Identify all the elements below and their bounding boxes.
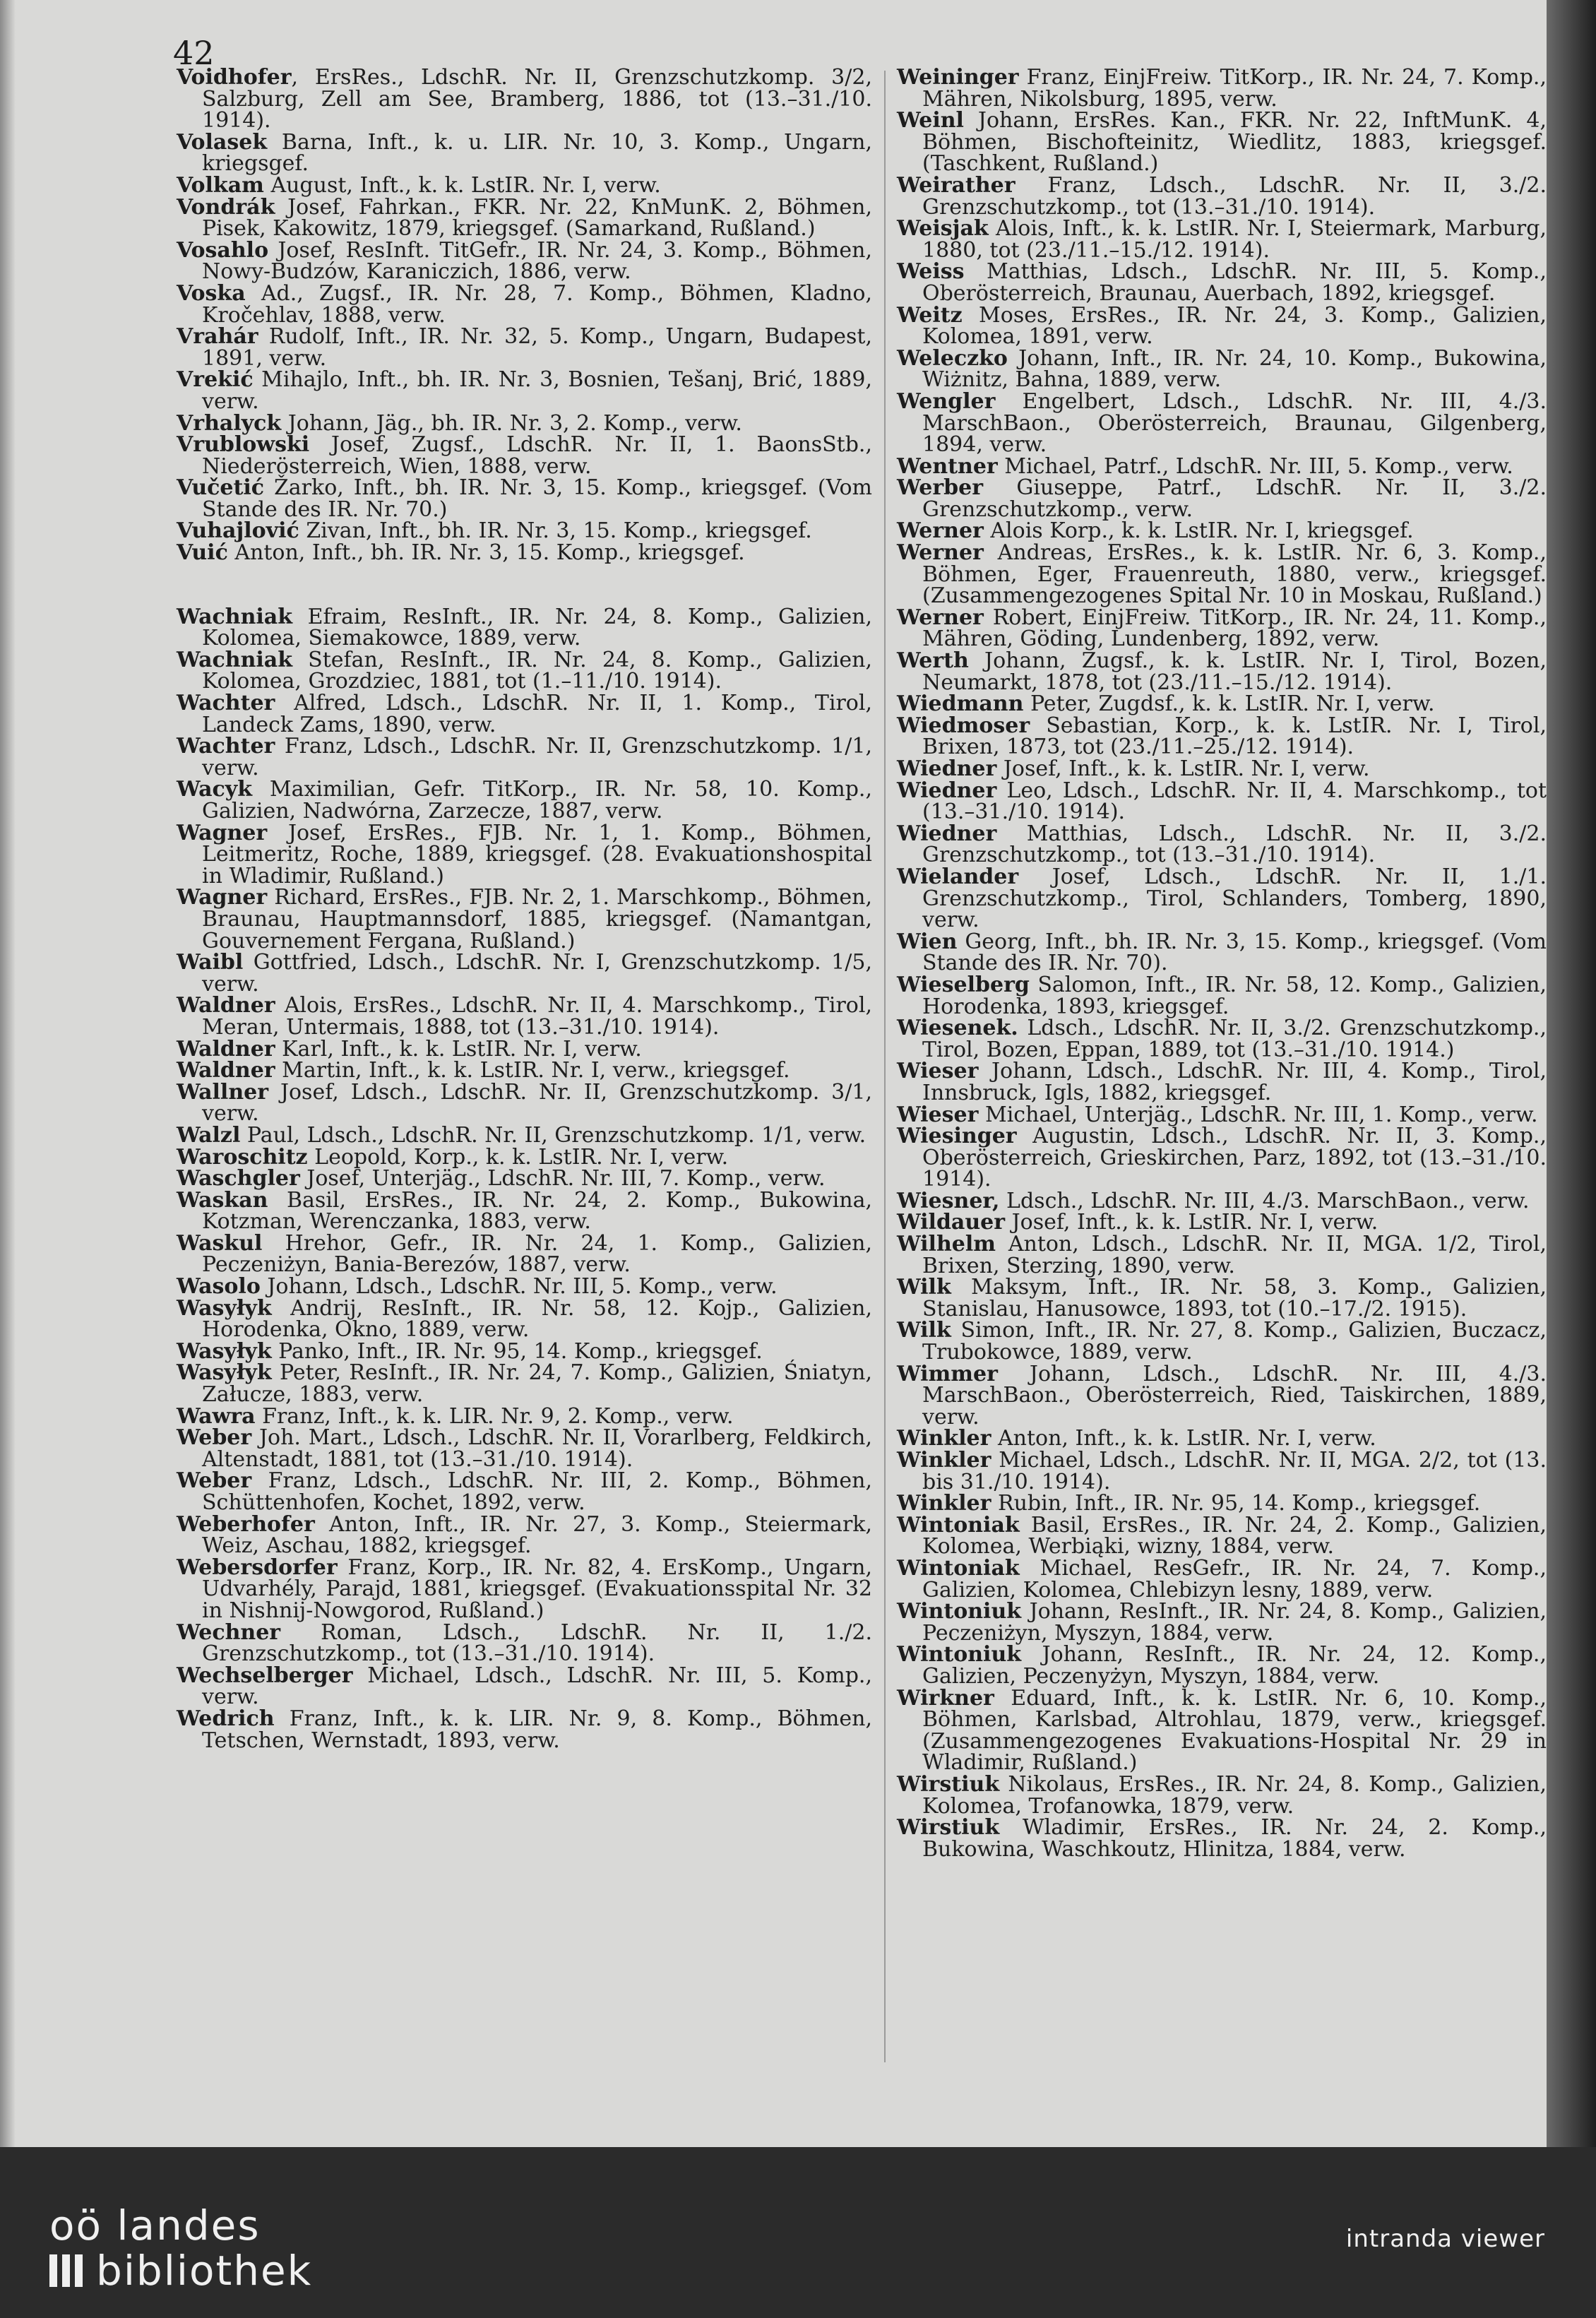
register-entry [897, 1212, 1547, 1234]
entry-details: August, Inft., k. k. LstIR. Nr. I, verw. [263, 172, 661, 198]
entry-details: Josef, ResInft. TitGefr., IR. Nr. 24, 3. Komp., Böhmen, Nowy-Budzów, Karaniczich, 1886, verw. [202, 237, 872, 285]
entry-surname: Wechselberger [177, 1663, 353, 1688]
register-entry [177, 1708, 872, 1752]
entry-details: Anton, Ldsch., LdschR. Nr. II, MGA. 1/2, Tirol, Brixen, Sterzing, 1890, verw. [922, 1232, 1547, 1278]
entry-details: Mihajlo, Inft., bh. IR. Nr. 3, Bosnien, Tešanj, Brić, 1889, verw. [202, 367, 872, 414]
register-entry [897, 864, 1547, 933]
register-entry [177, 1338, 872, 1364]
entry-surname: Winkler [897, 1491, 991, 1516]
entry-surname: Waskan [177, 1187, 268, 1213]
register-entry [177, 1511, 872, 1559]
register-entry [897, 715, 1547, 759]
register-entry [177, 129, 872, 177]
entry-surname: Waskul [177, 1230, 263, 1256]
register-entry [177, 280, 872, 328]
entry-surname: Wien [897, 929, 958, 954]
register-entry [177, 194, 872, 242]
register-entry [897, 388, 1547, 458]
entry-surname: Vrahár [177, 324, 258, 350]
entry-surname: Wirstiuk [897, 1815, 1000, 1841]
register-entry [897, 345, 1547, 393]
entry-surname: Wechner [177, 1619, 281, 1645]
page-number: 42 [173, 34, 215, 72]
entry-surname: Wintoniak [897, 1555, 1020, 1581]
register-entry [897, 1450, 1547, 1493]
entry-details: Martin, Inft., k. k. LstIR. Nr. I, verw., kriegsgef. [275, 1058, 790, 1083]
entry-surname: Weirather [897, 172, 1016, 198]
entry-details: Franz, Ldsch., LdschR. Nr. III, 2. Komp., Böhmen, Schüttenhofen, Kochet, 1892, verw. [202, 1468, 872, 1515]
viewer-footer [0, 2147, 1596, 2318]
entry-surname: Voidhofer [177, 65, 292, 90]
entry-details: Michael, Patrf., LdschR. Nr. III, 5. Komp., verw. [997, 453, 1513, 479]
entry-surname: Winkler [897, 1448, 991, 1473]
register-entry [897, 780, 1547, 824]
entry-surname: Vrhalyck [177, 410, 282, 436]
entry-surname: Wilk [897, 1275, 951, 1300]
register-entry [177, 887, 872, 952]
register-entry [177, 434, 872, 477]
entry-details: Matthias, Ldsch., LdschR. Nr. III, 5. Komp., Oberösterreich, Braunau, Auerbach, 1892, kriegsgef. [922, 259, 1547, 306]
entry-details: Josef, Inft., k. k. LstIR. Nr. I, verw. [1005, 1210, 1378, 1235]
entry-details: Johann, Ldsch., LdschR. Nr. III, 5. Komp., verw. [260, 1274, 778, 1300]
entry-details: Basil, ErsRes., IR. Nr. 24, 2. Komp., Galizien, Kolomea, Werbiąki, wizny, 1884, verw. [922, 1512, 1547, 1559]
register-entry [177, 1230, 872, 1278]
register-entry [897, 1102, 1547, 1127]
register-entry [177, 1427, 872, 1470]
entry-details: Josef, Fahrkan., FKR. Nr. 22, KnMunK. 2, Böhmen, Pisek, Kakowitz, 1879, kriegsgef. (Samarkand, Rußland.) [202, 194, 872, 242]
register-entry [897, 821, 1547, 868]
register-entry [897, 110, 1547, 175]
entry-details: Johann, ResInft., IR. Nr. 24, 8. Komp., Galizien, Peczeniżyn, Myszyn, 1884, verw. [922, 1599, 1547, 1646]
entry-surname: Werner [897, 518, 984, 544]
entry-surname: Wawra [177, 1403, 256, 1429]
entry-surname: Weisjak [897, 216, 989, 242]
entry-surname: Weberhofer [177, 1511, 315, 1537]
register-entry [177, 477, 872, 521]
entry-details: Franz, Ldsch., LdschR. Nr. II, Grenzschutzkomp. 1/1, verw. [202, 734, 872, 780]
entry-details: Moses, ErsRes., IR. Nr. 24, 3. Komp., Galizien, Kolomea, 1891, verw. [922, 302, 1547, 350]
entry-details: Maksym, Inft., IR. Nr. 58, 3. Komp., Galizien, Stanislau, Hanusowce, 1893, tot (10.–17./2. 1915). [922, 1275, 1547, 1321]
register-entry [897, 1428, 1547, 1450]
entry-details: , ErsRes., LdschR. Nr. II, Grenzschutzkomp. 3/2, Salzburg, Zell am See, Bramberg, 1886, tot (13.–31./10. 1914). [202, 65, 872, 133]
entry-surname: Werner [897, 540, 984, 566]
register-entry [897, 1555, 1547, 1603]
register-entry [897, 929, 1547, 976]
register-entry [897, 1644, 1547, 1687]
entry-surname: Vosahlo [177, 237, 269, 263]
entry-details: Richard, ErsRes., FJB. Nr. 2, 1. Marschkomp., Böhmen, Braunau, Hauptmannsdorf, 1885, kriegsgef. (Namantgan, Gouvernement Fergana, Rußland.) [202, 885, 872, 953]
entry-surname: Waldner [177, 993, 275, 1018]
register-entry [177, 995, 872, 1038]
register-entry [897, 1277, 1547, 1320]
entry-details: Michael, Unterjäg., LdschR. Nr. III, 1. Komp., verw. [978, 1102, 1538, 1127]
entry-surname: Wieser [897, 1102, 979, 1127]
entry-details: Robert, EinjFreiw. TitKorp., IR. Nr. 24, 11. Komp., Mähren, Göding, Lundenberg, 1892, verw. [922, 605, 1547, 652]
entry-details: Paul, Ldsch., LdschR. Nr. II, Grenzschutzkomp. 1/1, verw. [240, 1122, 867, 1148]
entry-surname: Weber [177, 1425, 252, 1451]
entry-details: Alfred, Ldsch., LdschR. Nr. II, 1. Komp., Tirol, Landeck Zams, 1890, verw. [202, 691, 872, 737]
entry-group-w [177, 604, 872, 1753]
entry-surname: Wiesner, [897, 1188, 1000, 1213]
register-entry [897, 477, 1547, 521]
logo-bars-icon [49, 2254, 89, 2287]
register-entry [177, 693, 872, 736]
register-entry [177, 1403, 872, 1429]
entry-details: Barna, Inft., k. u. LIR. Nr. 10, 3. Komp., Ungarn, kriegsgef. [202, 129, 872, 177]
register-entry [177, 779, 872, 822]
entry-details: Peter, Zugdsf., k. k. LstIR. Nr. I, verw. [1023, 691, 1435, 717]
entry-details: Ad., Zugsf., IR. Nr. 28, 7. Komp., Böhmen, Kladno, Kročehlav, 1888, verw. [202, 280, 872, 328]
entry-details: Peter, ResInft., IR. Nr. 24, 7. Komp., Galizien, Śniatyn, Załucze, 1883, verw. [202, 1360, 872, 1408]
register-entry [897, 1601, 1547, 1644]
register-entry [177, 172, 872, 198]
register-entry [177, 1665, 872, 1708]
entry-surname: Wirkner [897, 1685, 994, 1711]
entry-surname: Vrublowski [177, 432, 310, 458]
register-entry [177, 1557, 872, 1622]
logo-text-line1: oö landes [49, 2201, 261, 2249]
register-entry [177, 1122, 872, 1148]
entry-surname: Vuić [177, 540, 228, 566]
entry-details: Johann, ErsRes. Kan., FKR. Nr. 22, InftMunK. 4, Böhmen, Bischofteinitz, Wiedlitz, 1883, kriegsgef. (Taschkent, Rußland.) [922, 108, 1547, 177]
entry-surname: Wedrich [177, 1706, 275, 1731]
entry-details: Sebastian, Korp., k. k. LstIR. Nr. I, Tirol, Brixen, 1873, tot (23./11.–25./12. 1914). [922, 713, 1547, 760]
logo-row [49, 2247, 312, 2294]
entry-surname: Werner [897, 605, 984, 630]
entry-surname: Volasek [177, 129, 268, 155]
entry-details: Franz, EinjFreiw. TitKorp., IR. Nr. 24, 7. Komp., Mähren, Nikolsburg, 1895, verw. [922, 65, 1547, 112]
entry-surname: Vrekić [177, 367, 254, 393]
entry-surname: Wagner [177, 820, 268, 845]
register-entry [177, 410, 872, 436]
entry-details: Engelbert, Ldsch., LdschR. Nr. III, 4./3. MarschBaon., Oberösterreich, Braunau, Gilgenberg, 1894, verw. [922, 388, 1547, 458]
entry-details: Johann, Ldsch., LdschR. Nr. III, 4./3. MarschBaon., Oberösterreich, Ried, Taiskirchen, 1889, verw. [922, 1361, 1547, 1430]
entry-group-v [177, 67, 872, 564]
left-text-column [177, 67, 872, 1752]
entry-details: Franz, Korp., IR. Nr. 82, 4. ErsKomp., Ungarn, Udvarhély, Parajd, 1881, kriegsgef. (Evakuationsspital Nr. 32 in Nishnij-Nowgorod, Rußland.) [202, 1555, 872, 1623]
register-entry [897, 1361, 1547, 1430]
entry-surname: Wiesinger [897, 1124, 1017, 1149]
register-entry [177, 1060, 872, 1082]
entry-details: Basil, ErsRes., IR. Nr. 24, 2. Komp., Bukowina, Kotzman, Werenczanka, 1883, verw. [202, 1187, 872, 1235]
entry-surname: Wachniak [177, 604, 293, 629]
register-entry [897, 1061, 1547, 1104]
register-entry [177, 542, 872, 564]
entry-surname: Wintoniuk [897, 1642, 1022, 1668]
register-entry [897, 218, 1547, 261]
entry-surname: Waschgler [177, 1166, 300, 1191]
entry-details: Zivan, Inft., bh. IR. Nr. 3, 15. Komp., kriegsgef. [299, 518, 812, 544]
entry-surname: Waibl [177, 950, 244, 975]
entry-surname: Wasyłyk [177, 1360, 272, 1386]
logo-text-line2: bibliothek [96, 2247, 313, 2295]
register-entry [177, 1619, 872, 1667]
register-entry [897, 67, 1547, 110]
entry-surname: Weininger [897, 65, 1019, 90]
entry-details: Rubin, Inft., IR. Nr. 95, 14. Komp., kriegsgef. [991, 1491, 1481, 1516]
register-entry [897, 1320, 1547, 1363]
entry-surname: Weber [177, 1468, 252, 1494]
library-logo[interactable] [49, 2201, 313, 2295]
entry-surname: Wilk [897, 1318, 951, 1343]
register-entry [177, 647, 872, 694]
entry-details: Stefan, ResInft., IR. Nr. 24, 8. Komp., Galizien, Kolomea, Grozdziec, 1881, tot (1.–11./10. 1914). [202, 647, 872, 694]
entry-details: Johann, Inft., IR. Nr. 24, 10. Komp., Bukowina, Wiżnitz, Bahna, 1889, verw. [922, 345, 1547, 393]
register-entry [897, 1512, 1547, 1559]
register-entry [897, 542, 1547, 607]
register-entry [177, 1036, 872, 1062]
register-entry [177, 1360, 872, 1408]
entry-surname: Wiedmann [897, 691, 1024, 717]
entry-details: Maximilian, Gefr. TitKorp., IR. Nr. 58, 10. Komp., Galizien, Nadwórna, Zarzecze, 1887, verw. [202, 777, 872, 824]
entry-details: Joh. Mart., Ldsch., LdschR. Nr. II, Vorarlberg, Feldkirch, Altenstadt, 1881, tot (13.–31./10. 1914). [202, 1425, 872, 1472]
entry-details: Eduard, Inft., k. k. LstIR. Nr. 6, 10. Komp., Böhmen, Karlsbad, Altrohlau, 1879, verw., kriegsgef. (Zusammengezogenes Evakuations-Hospital Nr. 29 in Wladimir, Rußland.) [922, 1685, 1547, 1776]
register-entry [897, 691, 1547, 717]
entry-surname: Weleczko [897, 345, 1008, 371]
entry-details: Josef, Inft., k. k. LstIR. Nr. I, verw. [996, 756, 1370, 781]
entry-surname: Wielander [897, 864, 1019, 889]
register-entry [897, 1126, 1547, 1191]
register-entry [897, 1817, 1547, 1860]
right-text-column [897, 67, 1547, 1860]
register-entry [177, 1187, 872, 1235]
entry-details: Ldsch., LdschR. Nr. II, 3./2. Grenzschutzkomp., Tirol, Bozen, Eppan, 1889, tot (13.–31./10. 1914.) [922, 1016, 1547, 1062]
entry-details: Anton, Inft., IR. Nr. 27, 3. Komp., Steiermark, Weiz, Aschau, 1882, kriegsgef. [202, 1511, 872, 1559]
entry-surname: Wagner [177, 885, 268, 910]
register-entry [177, 237, 872, 285]
entry-details: Josef, Ldsch., LdschR. Nr. II, 1./1. Grenzschutzkomp., Tirol, Schlanders, Tomberg, 1890, verw. [922, 864, 1547, 933]
entry-details: Michael, Ldsch., LdschR. Nr. II, MGA. 2/2, tot (13. bis 31./10. 1914). [922, 1448, 1547, 1494]
register-entry [177, 1276, 872, 1298]
entry-details: Johann, ResInft., IR. Nr. 24, 12. Komp., Galizien, Peczenyżyn, Myszyn, 1884, verw. [922, 1642, 1547, 1689]
entry-surname: Wildauer [897, 1210, 1006, 1235]
entry-surname: Wintoniak [897, 1512, 1020, 1538]
entry-surname: Wiedner [897, 756, 997, 781]
register-entry [897, 1188, 1547, 1213]
register-entry [177, 1168, 872, 1190]
entry-details: Alois, ErsRes., LdschR. Nr. II, 4. Marschkomp., Tirol, Meran, Untermais, 1888, tot (13.–31./10. 1914). [202, 993, 872, 1040]
entry-details: Roman, Ldsch., LdschR. Nr. II, 1./2. Grenzschutzkomp., tot (13.–31./10. 1914). [202, 1619, 872, 1667]
entry-surname: Wengler [897, 388, 996, 414]
register-entry [177, 67, 872, 132]
entry-details: Nikolaus, ErsRes., IR. Nr. 24, 8. Komp., Galizien, Kolomea, Trofanowka, 1879, verw. [922, 1771, 1547, 1819]
entry-surname: Wirstiuk [897, 1771, 1000, 1797]
entry-surname: Wachter [177, 734, 275, 759]
entry-details: Franz, Ldsch., LdschR. Nr. II, 3./2. Grenzschutzkomp., tot (13.–31./10. 1914). [922, 172, 1547, 220]
register-entry [177, 326, 872, 369]
entry-details: Andrij, ResInft., IR. Nr. 58, 12. Kojp., Galizien, Horodenka, Okno, 1889, verw. [202, 1295, 872, 1343]
entry-surname: Wimmer [897, 1361, 998, 1386]
register-entry [897, 1018, 1547, 1061]
entry-surname: Webersdorfer [177, 1555, 338, 1580]
register-entry [897, 1234, 1547, 1277]
entry-details: Simon, Inft., IR. Nr. 27, 8. Komp., Galizien, Buczacz, Trubokowce, 1889, verw. [922, 1318, 1547, 1365]
entry-details: Panko, Inft., IR. Nr. 95, 14. Komp., kriegsgef. [271, 1338, 763, 1364]
register-entry [177, 1295, 872, 1343]
entry-surname: Wiesenek. [897, 1016, 1018, 1041]
entry-details: Leo, Ldsch., LdschR. Nr. II, 4. Marschkomp., tot (13.–31./10. 1914). [922, 778, 1547, 825]
entry-details: Leopold, Korp., k. k. LstIR. Nr. I, verw. [307, 1144, 729, 1170]
entry-surname: Wachniak [177, 647, 293, 672]
entry-surname: Waldner [177, 1058, 275, 1083]
entry-details: Georg, Inft., bh. IR. Nr. 3, 15. Komp., kriegsgef. (Vom Stande des IR. Nr. 70). [922, 929, 1547, 976]
entry-details: Karl, Inft., k. k. LstIR. Nr. I, verw. [275, 1036, 642, 1062]
entry-surname: Werth [897, 648, 969, 674]
entry-details: Ldsch., LdschR. Nr. III, 4./3. MarschBaon., verw. [999, 1188, 1530, 1213]
register-entry [177, 1144, 872, 1170]
entry-surname: Vučetić [177, 475, 265, 501]
entry-details: Augustin, Ldsch., LdschR. Nr. II, 3. Komp., Oberösterreich, Grieskirchen, Parz, 1892, tot (13.–31./10. 1914). [922, 1124, 1547, 1192]
register-entry [897, 1685, 1547, 1776]
register-entry [897, 1493, 1547, 1515]
register-entry [177, 1470, 872, 1514]
viewer-brand-label[interactable]: intranda viewer [1345, 2225, 1545, 2253]
entry-details: Josef, ErsRes., FJB. Nr. 1, 1. Komp., Böhmen, Leitmeritz, Roche, 1889, kriegsgef. (28. Evakuationshospital in Wladimir, Rußland.) [202, 820, 872, 888]
entry-surname: Weitz [897, 302, 963, 328]
entry-surname: Weinl [897, 108, 964, 133]
register-entry [897, 453, 1547, 479]
register-entry [897, 756, 1547, 781]
register-entry [177, 369, 872, 412]
entry-details: Anton, Inft., bh. IR. Nr. 3, 15. Komp., kriegsgef. [227, 540, 745, 566]
entry-surname: Wasyłyk [177, 1338, 272, 1364]
page-edge [1547, 0, 1596, 2147]
entry-surname: Wasyłyk [177, 1295, 272, 1321]
page-gutter-shadow [0, 0, 16, 2147]
entry-surname: Werber [897, 475, 984, 501]
entry-surname: Walzl [177, 1122, 241, 1148]
register-entry [897, 650, 1547, 694]
entry-surname: Wacyk [177, 777, 253, 802]
entry-surname: Voska [177, 280, 246, 306]
entry-details: Alois Korp., k. k. LstIR. Nr. I, kriegsgef. [983, 518, 1414, 544]
entry-details: Johann, Ldsch., LdschR. Nr. III, 4. Komp., Tirol, Innsbruck, Igls, 1882, kriegsgef. [922, 1059, 1547, 1105]
entry-surname: Vondrák [177, 194, 275, 220]
entry-details: Matthias, Ldsch., LdschR. Nr. II, 3./2. Grenzschutzkomp., tot (13.–31./10. 1914). [922, 821, 1547, 868]
entry-details: Žarko, Inft., bh. IR. Nr. 3, 15. Komp., kriegsgef. (Vom Stande des IR. Nr. 70.) [202, 475, 872, 522]
entry-surname: Wasolo [177, 1274, 261, 1300]
entry-surname: Wilhelm [897, 1232, 996, 1257]
entry-surname: Winkler [897, 1426, 991, 1451]
entry-details: Michael, ResGefr., IR. Nr. 24, 7. Komp., Galizien, Kolomea, Chlebizyn lesny, 1889, verw. [922, 1555, 1547, 1603]
register-entry [177, 518, 872, 544]
group-spacer [177, 564, 872, 607]
entry-details: Franz, Inft., k. k. LIR. Nr. 9, 8. Komp., Böhmen, Tetschen, Wernstadt, 1893, verw. [202, 1706, 872, 1753]
entry-details: Josef, Unterjäg., LdschR. Nr. III, 7. Komp., verw. [299, 1166, 826, 1191]
register-entry [177, 820, 872, 888]
entry-details: Hrehor, Gefr., IR. Nr. 24, 1. Komp., Galizien, Peczeniżyn, Bania-Berezów, 1887, verw. [202, 1230, 872, 1278]
register-entry [897, 172, 1547, 220]
register-entry [897, 972, 1547, 1019]
register-entry [177, 736, 872, 779]
entry-details: Andreas, ErsRes., k. k. LstIR. Nr. 6, 3. Komp., Böhmen, Eger, Frauenreuth, 1880, verw., kriegsgef. (Zusammengezogenes Spital Nr. 10 in Moskau, Rußland.) [922, 540, 1547, 609]
register-entry [897, 261, 1547, 304]
entry-details: Johann, Jäg., bh. IR. Nr. 3, 2. Komp., verw. [281, 410, 742, 436]
register-entry [897, 1771, 1547, 1819]
register-entry [897, 518, 1547, 544]
register-entry [177, 604, 872, 651]
entry-details: Josef, Ldsch., LdschR. Nr. II, Grenzschutzkomp. 3/1, verw. [202, 1079, 872, 1127]
entry-details: Wladimir, ErsRes., IR. Nr. 24, 2. Komp., Bukowina, Waschkoutz, Hlinitza, 1884, verw. [922, 1815, 1547, 1862]
entry-surname: Volkam [177, 172, 264, 198]
entry-details: Efraim, ResInft., IR. Nr. 24, 8. Komp., Galizien, Kolomea, Siemakowce, 1889, verw. [202, 604, 872, 651]
entry-surname: Wintoniuk [897, 1599, 1022, 1624]
entry-details: Anton, Inft., k. k. LstIR. Nr. I, verw. [991, 1426, 1376, 1451]
entry-surname: Waroschitz [177, 1144, 308, 1170]
entry-surname: Vuhajlović [177, 518, 299, 544]
entry-details: Giuseppe, Patrf., LdschR. Nr. II, 3./2. Grenzschutzkomp., verw. [922, 475, 1547, 522]
entry-surname: Wentner [897, 453, 998, 479]
entry-surname: Wiedner [897, 821, 997, 846]
entry-surname: Wiedner [897, 778, 997, 803]
entry-details: Michael, Ldsch., LdschR. Nr. III, 5. Komp., verw. [202, 1663, 872, 1710]
entry-surname: Weiss [897, 259, 965, 285]
entry-details: Gottfried, Ldsch., LdschR. Nr. I, Grenzschutzkomp. 1/5, verw. [202, 950, 872, 997]
column-divider [884, 71, 886, 2062]
register-entry [177, 1079, 872, 1127]
entry-details: Salomon, Inft., IR. Nr. 58, 12. Komp., Galizien, Horodenka, 1893, kriegsgef. [922, 972, 1547, 1019]
entry-details: Alois, Inft., k. k. LstIR. Nr. I, Steiermark, Marburg, 1880, tot (23./11.–15./12. 1914). [922, 216, 1547, 263]
entry-surname: Wieser [897, 1059, 979, 1084]
register-entry [177, 952, 872, 995]
entry-surname: Waldner [177, 1036, 275, 1062]
entry-surname: Wachter [177, 691, 275, 716]
register-entry [897, 607, 1547, 650]
entry-surname: Wiedmoser [897, 713, 1030, 738]
register-entry [897, 302, 1547, 350]
entry-surname: Wieselberg [897, 972, 1030, 997]
entry-surname: Wallner [177, 1079, 269, 1105]
entry-details: Rudolf, Inft., IR. Nr. 32, 5. Komp., Ungarn, Budapest, 1891, verw. [202, 324, 872, 371]
entry-details: Franz, Inft., k. k. LIR. Nr. 9, 2. Komp., verw. [255, 1403, 734, 1429]
entry-details: Josef, Zugsf., LdschR. Nr. II, 1. BaonsStb., Niederösterreich, Wien, 1888, verw. [202, 432, 872, 479]
entry-details: Johann, Zugsf., k. k. LstIR. Nr. I, Tirol, Bozen, Neumarkt, 1878, tot (23./11.–15./12. 1914). [922, 648, 1547, 695]
